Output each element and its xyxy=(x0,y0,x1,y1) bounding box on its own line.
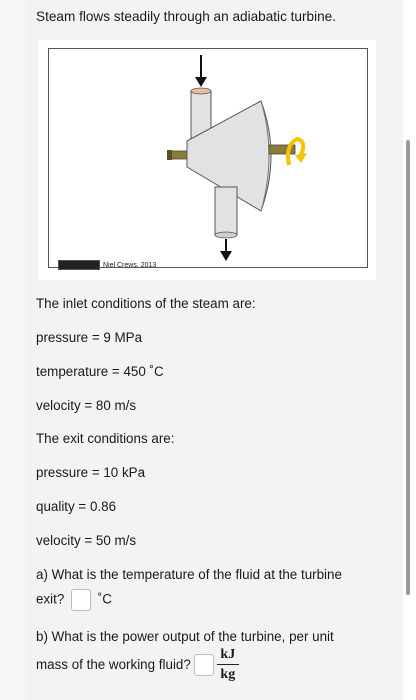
answer-b-input[interactable] xyxy=(194,654,214,676)
unit-fraction xyxy=(217,647,239,683)
question-a-line2 xyxy=(36,589,112,611)
inlet-pipe-opening xyxy=(191,88,211,94)
question-b-line2 xyxy=(36,647,239,683)
exit-pipe-opening xyxy=(215,232,237,238)
exit-pipe xyxy=(215,187,237,235)
fraction-bar xyxy=(217,664,239,665)
turbine-diagram xyxy=(49,49,367,267)
question-card xyxy=(26,0,403,700)
turbine-figure xyxy=(38,40,376,280)
question-a-text: exit? xyxy=(36,591,65,607)
inlet-arrowhead xyxy=(195,77,207,87)
unit-denominator: kg xyxy=(220,667,236,683)
inlet-pressure: pressure = 9 MPa xyxy=(36,330,143,345)
left-shaft-cap xyxy=(167,150,172,160)
unit-numerator: kJ xyxy=(220,647,236,662)
exit-velocity: velocity = 50 m/s xyxy=(36,533,137,548)
figure-frame xyxy=(48,48,368,268)
cc-license-badge xyxy=(58,260,100,270)
image-credit xyxy=(58,260,156,270)
rotation-arrowhead xyxy=(295,153,307,163)
inlet-temperature: temperature = 450 ˚C xyxy=(36,364,164,379)
inlet-heading: The inlet conditions of the steam are: xyxy=(36,296,256,311)
question-b-line1: b) What is the power output of the turbine, per unit xyxy=(36,629,334,644)
exit-arrowhead xyxy=(220,251,232,261)
exit-heading: The exit conditions are: xyxy=(36,431,175,446)
scrollbar[interactable] xyxy=(406,140,410,595)
answer-a-input[interactable] xyxy=(71,589,91,611)
credit-text: Niel Crews, 2013 xyxy=(103,261,157,269)
question-a-line1: a) What is the temperature of the fluid at the turbine xyxy=(36,567,342,582)
exit-pressure: pressure = 10 kPa xyxy=(36,465,146,480)
exit-quality: quality = 0.86 xyxy=(36,499,117,514)
question-a-unit: ˚C xyxy=(97,591,112,607)
problem-intro: Steam flows steadily through an adiabatic turbine. xyxy=(36,9,336,24)
left-margin xyxy=(0,0,26,700)
question-b-text: mass of the working fluid? xyxy=(36,657,191,673)
inlet-velocity: velocity = 80 m/s xyxy=(36,398,137,413)
